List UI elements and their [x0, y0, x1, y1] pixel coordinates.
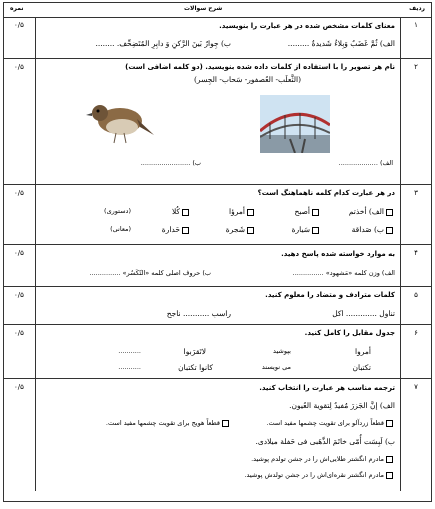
question-row-5: [4, 287, 431, 325]
sentence-a: الف) إنَّ الجَزرَ مُفیدٌ لِتقویة العُیون.: [289, 401, 395, 410]
option-b2[interactable]: سَیارة: [292, 225, 321, 234]
option-b4[interactable]: حَدارة: [162, 225, 191, 234]
question-title: در هر عبارت کدام کلمه ناهماهنگ است؟: [257, 189, 395, 197]
row-score: ۰/۵: [14, 383, 24, 391]
checkbox[interactable]: [222, 420, 229, 427]
table-cell: بپوشید: [273, 347, 291, 355]
sparrow-image: [82, 95, 154, 147]
checkbox[interactable]: [312, 209, 319, 216]
checkbox[interactable]: [247, 209, 254, 216]
word-bank: (الثَّعلَب- العُصفور- سَحاب- الجِسر): [194, 75, 301, 84]
row-score: ۰/۵: [14, 249, 24, 257]
row-score: ۰/۵: [14, 21, 24, 29]
table-cell: ...........: [118, 347, 141, 355]
row-score: ۰/۵: [14, 63, 24, 71]
row-number: ۵: [414, 291, 418, 299]
row-score: ۰/۵: [14, 189, 24, 197]
row-score: ۰/۵: [14, 329, 24, 337]
header-question: شرح سوالات: [184, 5, 223, 12]
question-row-3: [4, 185, 431, 245]
option-b3[interactable]: شَجرة: [226, 225, 256, 234]
checkbox[interactable]: [312, 227, 319, 234]
part-a: الف) ثُمَّ غَضَبٌ وَبِلاءٌ شَدیدةٌ .........: [287, 39, 395, 48]
question-title: معنای کلمات مشخص شده در هر عبارت را بنویسید.: [219, 22, 395, 30]
table-cell: ...........: [118, 363, 141, 371]
question-title: ترجمه مناسب هر عبارت را انتخاب کنید.: [259, 384, 395, 392]
option-a2[interactable]: أصبح: [294, 207, 321, 216]
choice-b1[interactable]: مادرم انگشتر طلایی‌اش را در جشن تولدم پوشید.: [251, 455, 395, 463]
pair-1: تناول ............. اکل: [332, 309, 395, 318]
table-cell: تکتبان: [352, 363, 371, 372]
question-title: جدول مقابل را کامل کنید.: [304, 329, 395, 337]
option-a1[interactable]: الف) أخذتم: [349, 207, 395, 216]
part-b: ب) حروف اصلی کلمه «التّکَسُر» ...............: [89, 269, 211, 277]
row-number: ۱: [414, 21, 418, 29]
question-row-1: [4, 17, 431, 59]
sentence-b: ب) لَبِسَت أُمّی خاتَمَ الذَّهَبی فی حَفلة میلادی.: [255, 437, 395, 446]
choice-a2[interactable]: قطعاً هویج برای تقویت چشمها مفید است.: [106, 419, 231, 427]
answer-b: ب) ........................: [140, 159, 201, 167]
option-b-note: (معانی): [110, 225, 131, 233]
question-title: به موارد خواسته شده پاسخ دهید.: [281, 250, 395, 258]
table-cell: کانوا تکتبان: [178, 363, 213, 372]
checkbox[interactable]: [182, 209, 189, 216]
row-number: ۷: [414, 383, 418, 391]
question-title: کلمات مترادف و متضاد را معلوم کنید.: [265, 291, 395, 299]
checkbox[interactable]: [386, 209, 393, 216]
table-cell: می نویسند: [261, 363, 291, 371]
table-cell: أمروا: [355, 347, 371, 356]
header-score: نمره: [10, 5, 24, 12]
table-header: [4, 3, 431, 18]
choice-b2[interactable]: مادرم انگشتر نقره‌ای‌اش را در جشن تولدش پوشید.: [244, 471, 395, 479]
checkbox[interactable]: [386, 472, 393, 479]
row-number: ۶: [414, 329, 418, 337]
part-b: ب) جِوارٌ بَینَ الرَّکنِ وَ دابِرِ المُتَضِحِّف. ........: [95, 39, 231, 48]
question-row-2: [4, 59, 431, 185]
header-row: ردیف: [409, 5, 425, 12]
option-b1[interactable]: ب) صَداقة: [352, 225, 395, 234]
question-row-6: [4, 325, 431, 379]
question-title: نام هر تصویر را با استفاده از کلمات داده شده بنویسید. (دو کلمه اضافی است): [125, 63, 395, 71]
part-a: الف) وزن کلمه «مَشهود» ...............: [292, 269, 395, 277]
row-score: ۰/۵: [14, 291, 24, 299]
pair-2: راسب ........... ناجح: [166, 309, 231, 318]
checkbox[interactable]: [182, 227, 189, 234]
checkbox[interactable]: [386, 456, 393, 463]
row-number: ۲: [414, 63, 418, 71]
question-row-7: [4, 379, 431, 491]
row-number: ۴: [414, 249, 418, 257]
table-cell: لاتَقرَبوا: [183, 347, 206, 356]
row-number: ۳: [414, 189, 418, 197]
checkbox[interactable]: [386, 227, 393, 234]
question-row-4: [4, 245, 431, 287]
option-a3[interactable]: أمرؤا: [229, 207, 256, 216]
option-a-note: (دستوری): [104, 207, 131, 215]
answer-a: الف) ...................: [338, 159, 393, 167]
exam-sheet: [3, 2, 432, 502]
checkbox[interactable]: [247, 227, 254, 234]
choice-a1[interactable]: قطعاً زردآلو برای تقویت چشمها مفید است.: [266, 419, 395, 427]
checkbox[interactable]: [386, 420, 393, 427]
bridge-image: [260, 95, 330, 153]
option-a4[interactable]: کُلا: [172, 207, 191, 216]
